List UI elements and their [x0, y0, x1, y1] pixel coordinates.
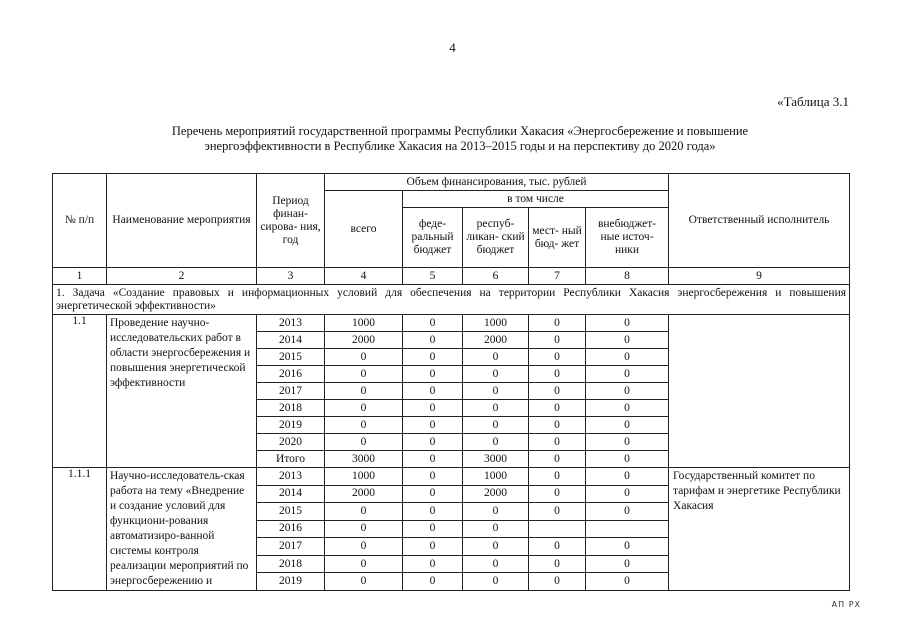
table-cell: 0 [586, 383, 669, 400]
table-cell: 0 [586, 315, 669, 332]
item-1-1-responsible [669, 315, 850, 468]
table-cell: 0 [325, 349, 403, 366]
col-number: 7 [529, 268, 586, 285]
table-cell: 0 [325, 573, 403, 591]
title-line-1: Перечень мероприятий государственной программы Республики Хакасия «Энергосбережение и повышение [171, 124, 749, 138]
table-cell: 2019 [257, 573, 325, 591]
table-cell: 0 [325, 538, 403, 556]
header-local: мест- ный бюд- жет [529, 208, 586, 268]
table-cell: 0 [403, 383, 463, 400]
table-cell: 0 [586, 349, 669, 366]
table-cell: 0 [586, 400, 669, 417]
col-number: 1 [53, 268, 107, 285]
header-extra: внебюджет- ные источ- ники [586, 208, 669, 268]
header-including: в том числе [403, 191, 669, 208]
item-1-1-name: Проведение научно-исследовательских работ в области энергосбережения и повышения энергетической эффективности [107, 315, 257, 468]
table-cell: 2013 [257, 468, 325, 486]
table-cell: 2000 [325, 332, 403, 349]
table-cell: 0 [529, 366, 586, 383]
table-cell: 0 [463, 349, 529, 366]
table-cell: 0 [403, 349, 463, 366]
table-cell: 0 [403, 503, 463, 521]
table-cell: 0 [403, 315, 463, 332]
table-cell: 2014 [257, 485, 325, 503]
table-cell: 0 [403, 366, 463, 383]
table-cell: 0 [403, 573, 463, 591]
table-cell: 0 [463, 434, 529, 451]
table-cell: 0 [529, 349, 586, 366]
table-cell: 0 [529, 434, 586, 451]
table-cell: 0 [403, 434, 463, 451]
item-1-1-1-name: Научно-исследователь-ская работа на тему «Внедрение и создание условий для функциони-рования автоматизиро-ванной системы контроля реализации мероприятий по энергосбережению и [107, 468, 257, 591]
task-1-heading: 1. Задача «Создание правовых и информационных условий для обеспечения на территории Республики Хакасия энергосбережения и повышения энергетической эффективности» [53, 285, 850, 315]
table-cell: 0 [463, 400, 529, 417]
table-cell: 0 [403, 451, 463, 468]
table-cell: 2017 [257, 538, 325, 556]
table-cell: 0 [529, 555, 586, 573]
table-cell: 0 [463, 503, 529, 521]
table-cell: 0 [325, 503, 403, 521]
program-measures-table [52, 173, 850, 591]
table-cell: 0 [586, 555, 669, 573]
table-cell: 0 [463, 383, 529, 400]
table-cell: 0 [463, 520, 529, 538]
table-cell: 0 [586, 538, 669, 556]
table-cell: 2015 [257, 349, 325, 366]
table-cell: 2016 [257, 520, 325, 538]
table-cell: 2018 [257, 555, 325, 573]
document-title [100, 124, 820, 154]
col-number: 8 [586, 268, 669, 285]
table-cell: 0 [403, 400, 463, 417]
table-cell [586, 520, 669, 538]
table-cell: 0 [586, 366, 669, 383]
table-cell: 2020 [257, 434, 325, 451]
table-cell: 0 [325, 383, 403, 400]
table-cell: 0 [463, 555, 529, 573]
header-name: Наименование мероприятия [107, 174, 257, 268]
table-cell: 0 [529, 400, 586, 417]
table-cell: 0 [586, 417, 669, 434]
table-cell: 0 [325, 400, 403, 417]
table-cell: 1000 [463, 315, 529, 332]
col-number: 2 [107, 268, 257, 285]
table-cell: 2016 [257, 366, 325, 383]
table-cell: 0 [403, 417, 463, 434]
item-1-1-number: 1.1 [53, 315, 107, 468]
table-cell: 1000 [463, 468, 529, 486]
col-number: 4 [325, 268, 403, 285]
table-cell: 0 [586, 434, 669, 451]
table-cell: 2013 [257, 315, 325, 332]
table-cell: 0 [463, 366, 529, 383]
table-cell: 0 [529, 573, 586, 591]
table-cell: 0 [586, 451, 669, 468]
table-cell: 0 [529, 315, 586, 332]
header-period: Период финан- сирова- ния, год [257, 174, 325, 268]
page-number: 4 [449, 40, 456, 55]
col-number: 9 [669, 268, 850, 285]
table-cell: 0 [463, 538, 529, 556]
table-cell: 0 [529, 538, 586, 556]
table-cell: 0 [325, 520, 403, 538]
table-cell: 2014 [257, 332, 325, 349]
table-cell: 0 [403, 520, 463, 538]
table-cell: 3000 [325, 451, 403, 468]
header-republic: респуб- ликан- ский бюджет [463, 208, 529, 268]
table-cell: 0 [586, 503, 669, 521]
item-1-1-1-responsible: Государственный комитет по тарифам и энергетике Республики Хакасия [669, 468, 850, 591]
header-total: всего [325, 191, 403, 268]
table-cell: 0 [529, 383, 586, 400]
header-num: № п/п [53, 174, 107, 268]
table-cell: 0 [529, 503, 586, 521]
table-cell: 2000 [463, 485, 529, 503]
table-cell: 0 [529, 417, 586, 434]
table-cell: 1000 [325, 468, 403, 486]
table-cell: 0 [403, 485, 463, 503]
table-cell: 0 [529, 451, 586, 468]
table-cell: 0 [403, 468, 463, 486]
table-cell: 0 [325, 555, 403, 573]
table-cell: 0 [325, 366, 403, 383]
table-cell: 0 [325, 434, 403, 451]
table-cell-total: Итого [257, 451, 325, 468]
title-line-2: энергоэффективности в Республике Хакасия на 2013–2015 годы и на перспективу до 2020 года» [204, 139, 716, 153]
table-cell: 2000 [325, 485, 403, 503]
table-cell: 0 [403, 538, 463, 556]
footer-mark: АП РХ [831, 600, 861, 609]
header-funding: Объем финансирования, тыс. рублей [325, 174, 669, 191]
table-cell: 2019 [257, 417, 325, 434]
table-cell: 2000 [463, 332, 529, 349]
table-cell: 0 [586, 468, 669, 486]
table-cell: 0 [529, 332, 586, 349]
table-cell: 2018 [257, 400, 325, 417]
table-cell: 3000 [463, 451, 529, 468]
header-federal: феде- ральный бюджет [403, 208, 463, 268]
table-cell: 0 [403, 332, 463, 349]
table-cell: 0 [586, 332, 669, 349]
item-1-1-1-number: 1.1.1 [53, 468, 107, 591]
table-cell: 0 [463, 573, 529, 591]
table-cell: 2015 [257, 503, 325, 521]
col-number: 5 [403, 268, 463, 285]
table-cell: 0 [586, 485, 669, 503]
table-cell [529, 520, 586, 538]
table-cell: 0 [463, 417, 529, 434]
table-cell: 0 [403, 555, 463, 573]
table-cell: 0 [529, 485, 586, 503]
table-cell: 1000 [325, 315, 403, 332]
col-number: 3 [257, 268, 325, 285]
col-number: 6 [463, 268, 529, 285]
table-cell: 0 [586, 573, 669, 591]
table-cell: 0 [325, 417, 403, 434]
table-reference: «Таблица 3.1 [777, 94, 849, 109]
table-cell: 2017 [257, 383, 325, 400]
table-cell: 0 [529, 468, 586, 486]
header-responsible: Ответственный исполнитель [669, 174, 850, 268]
